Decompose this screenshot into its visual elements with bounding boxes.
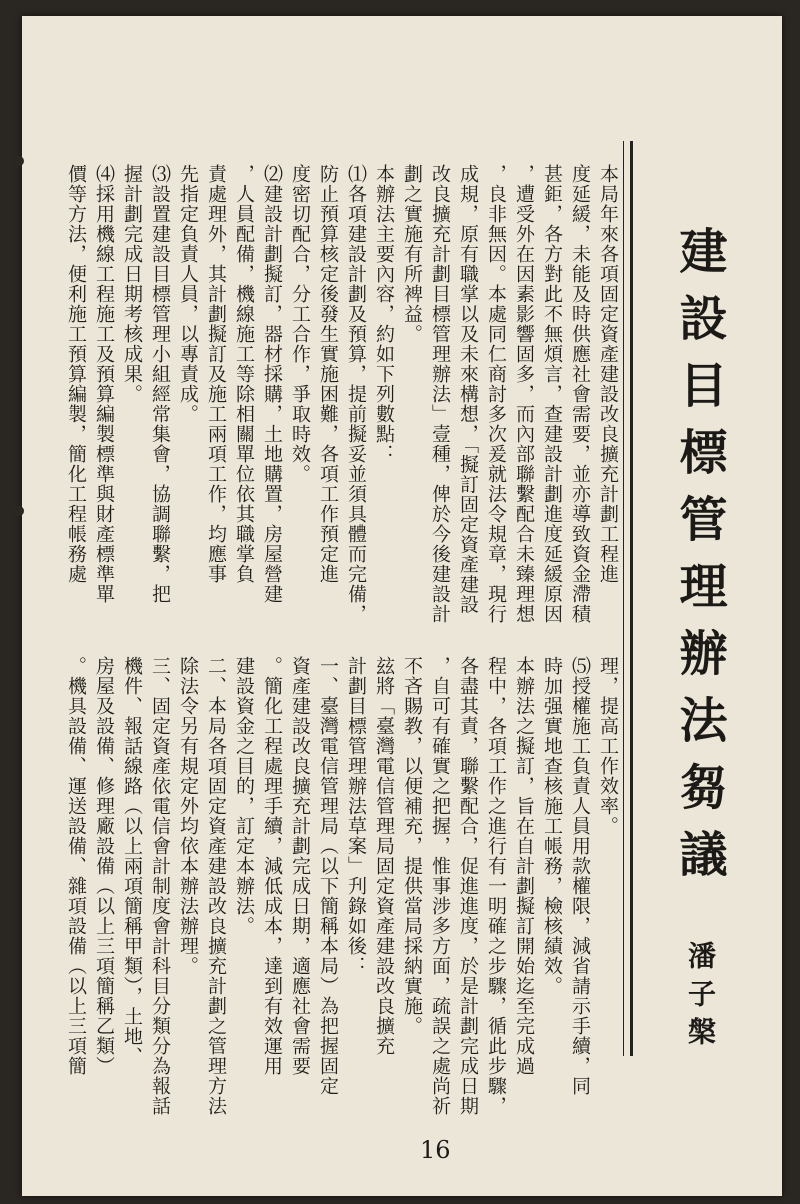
text-column: 本辦法主要內容，約如下列數點：: [373, 164, 395, 464]
binding-hole: [14, 156, 24, 166]
text-column: 二、本局各項固定資產建設改良擴充計劃之管理方法: [205, 656, 227, 1116]
text-column: ⑶設置建設目標管理小組經常集會，協調聯繫，把: [149, 164, 171, 604]
text-column: ，人員配備，機線施工等除相關單位依其職掌負: [233, 164, 255, 584]
text-column: 理，提高工作效率。: [597, 656, 619, 836]
document-page: [22, 16, 782, 1196]
text-column: 改良擴充計劃目標管理辦法」壹種，俾於今後建設計: [429, 164, 451, 624]
text-column: 除法令另有規定外均依本辦法辦理。: [177, 656, 199, 976]
text-column: 建設資金之目的，訂定本辦法。: [233, 656, 255, 936]
text-column: ⑸授權施工負責人員用款權限，減省請示手續，同: [569, 656, 591, 1096]
text-column: 價等方法，便利施工預算編製，簡化工程帳務處: [65, 164, 87, 584]
page-number: 16: [420, 1136, 451, 1164]
text-column: ，自可有確實之把握，惟事涉多方面，疏誤之處尚祈: [429, 656, 451, 1116]
text-column: 時加强實地查核施工帳務，檢核績效。: [541, 656, 563, 996]
text-column: 責處理外，其計劃擬訂及施工兩項工作，均應事: [205, 164, 227, 584]
text-column: 玆將「臺灣電信管理局固定資產建設改良擴充: [373, 656, 395, 1056]
body-text-upper: [65, 164, 622, 634]
text-column: 計劃目標管理辦法草案」刋錄如後：: [345, 656, 367, 976]
text-column: 握計劃完成日期考核成果。: [121, 164, 143, 404]
text-column: 甚鉅，各方對此不無煩言，查建設計劃進度延緩原因: [541, 164, 563, 624]
text-column: 不吝賜教，以便補充，提供當局採納實施。: [401, 656, 423, 1036]
text-column: ，遭受外在因素影響固多，而內部聯繫配合未臻理想: [513, 164, 535, 624]
text-column: 各盡其責，聯繫配合，促進進度，於是計劃完成日期: [457, 656, 479, 1116]
text-column: 。簡化工程處理手續，減低成本，達到有效運用: [261, 656, 283, 1076]
title-divider-line: [623, 141, 624, 1056]
article-title: [672, 226, 726, 896]
text-column: 一、臺灣電信管理局（以下簡稱本局）為把握固定: [317, 656, 339, 1096]
text-column: 防止預算核定後發生實施困難，各項工作預定進: [317, 164, 339, 584]
text-column: ⑷採用機線工程施工及預算編製標準與財產標準單: [93, 164, 115, 604]
text-column: 資產建設改良擴充計劃完成日期，適應社會需要: [289, 656, 311, 1076]
text-column: ⑵建設計劃擬訂，器材採購，土地購置，房屋營建: [261, 164, 283, 604]
text-column: 。機具設備、運送設備、雜項設備（以上三項簡: [65, 656, 87, 1076]
body-text-lower: [65, 656, 622, 1116]
text-column: 劃之實施有所裨益。: [401, 164, 423, 344]
text-column: 房屋及設備、修理廠設備（以上三項簡稱乙類）: [93, 656, 115, 1076]
article-author: 潘子槃: [684, 941, 717, 1055]
text-column: 成規，原有職掌以及未來構想，「擬訂固定資產建設: [457, 164, 479, 615]
binding-hole: [14, 506, 24, 516]
title-divider-line: [630, 141, 633, 1056]
text-column: ，良非無因。本處同仁商討多次爰就法令規章，現行: [485, 164, 507, 624]
text-column: 本辦法之擬訂，旨在自計劃擬訂開始迄至完成過: [513, 656, 535, 1076]
text-column: 本局年來各項固定資產建設改良擴充計劃工程進: [597, 164, 619, 584]
text-column: 程中，各項工作之進行有一明確之步驟，循此步驟，: [485, 656, 507, 1116]
text-column: 三、固定資產依電信會計制度會計科目分類分為報話: [149, 656, 171, 1116]
article-title-text: 建設目標管理辦法芻議: [671, 226, 727, 896]
text-column: 度延緩，未能及時供應社會需要，並亦導致資金滯積: [569, 164, 591, 624]
text-column: 度密切配合，分工合作，爭取時效。: [289, 164, 311, 484]
text-column: 機件、報話線路（以上兩項簡稱甲類），土地、: [121, 656, 143, 1067]
text-column: ⑴各項建設計劃及預算，提前擬妥並須具體而完備，: [345, 164, 367, 624]
text-column: 先指定負責人員，以專責成。: [177, 164, 199, 424]
